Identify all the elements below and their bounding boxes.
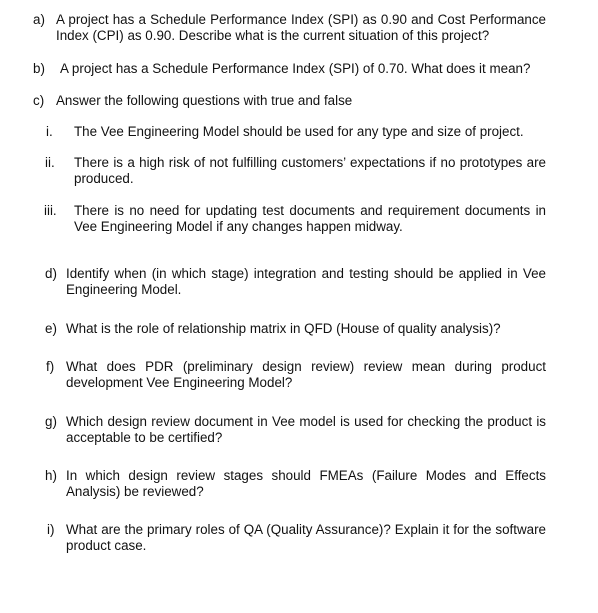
sub-question-text: There is no need for updating test documents and requirement documents in Vee Engineering Model if any changes happen midway. xyxy=(74,203,546,234)
question-text: Answer the following questions with true and false xyxy=(56,93,353,108)
question-text: What are the primary roles of QA (Quality Assurance)? Explain it for the software product case. xyxy=(66,522,546,553)
sub-question-text: The Vee Engineering Model should be used for any type and size of project. xyxy=(74,124,524,139)
question-label: g) xyxy=(45,414,57,429)
question-label: a) xyxy=(33,12,45,27)
question-text: Identify when (in which stage) integration and testing should be applied in Vee Engineering Model. xyxy=(66,266,546,297)
question-label: c) xyxy=(33,93,45,108)
sub-question-label: ii. xyxy=(45,155,55,170)
question-label: i) xyxy=(47,522,55,537)
question-label: e) xyxy=(45,321,57,336)
question-label: f) xyxy=(46,359,55,374)
question-text: A project has a Schedule Performance Index (SPI) of 0.70. What does it mean? xyxy=(60,61,531,76)
sub-question-label: iii. xyxy=(44,203,57,218)
question-text: What is the role of relationship matrix in QFD (House of quality analysis)? xyxy=(66,321,501,336)
question-text: A project has a Schedule Performance Index (SPI) as 0.90 and Cost Performance Index (CPI) as 0.90. Describe what is the current situation of this project? xyxy=(56,12,546,43)
question-label: b) xyxy=(33,61,45,76)
sub-question-text: There is a high risk of not fulfilling customers’ expectations if no prototypes are produced. xyxy=(74,155,546,186)
question-label: d) xyxy=(45,266,57,281)
question-label: h) xyxy=(45,468,57,483)
question-text: Which design review document in Vee model is used for checking the product is acceptable to be certified? xyxy=(66,414,546,445)
question-text: In which design review stages should FMEAs (Failure Modes and Effects Analysis) be reviewed? xyxy=(66,468,546,499)
question-text: What does PDR (preliminary design review) review mean during product development Vee Engineering Model? xyxy=(66,359,546,390)
sub-question-label: i. xyxy=(46,124,53,139)
